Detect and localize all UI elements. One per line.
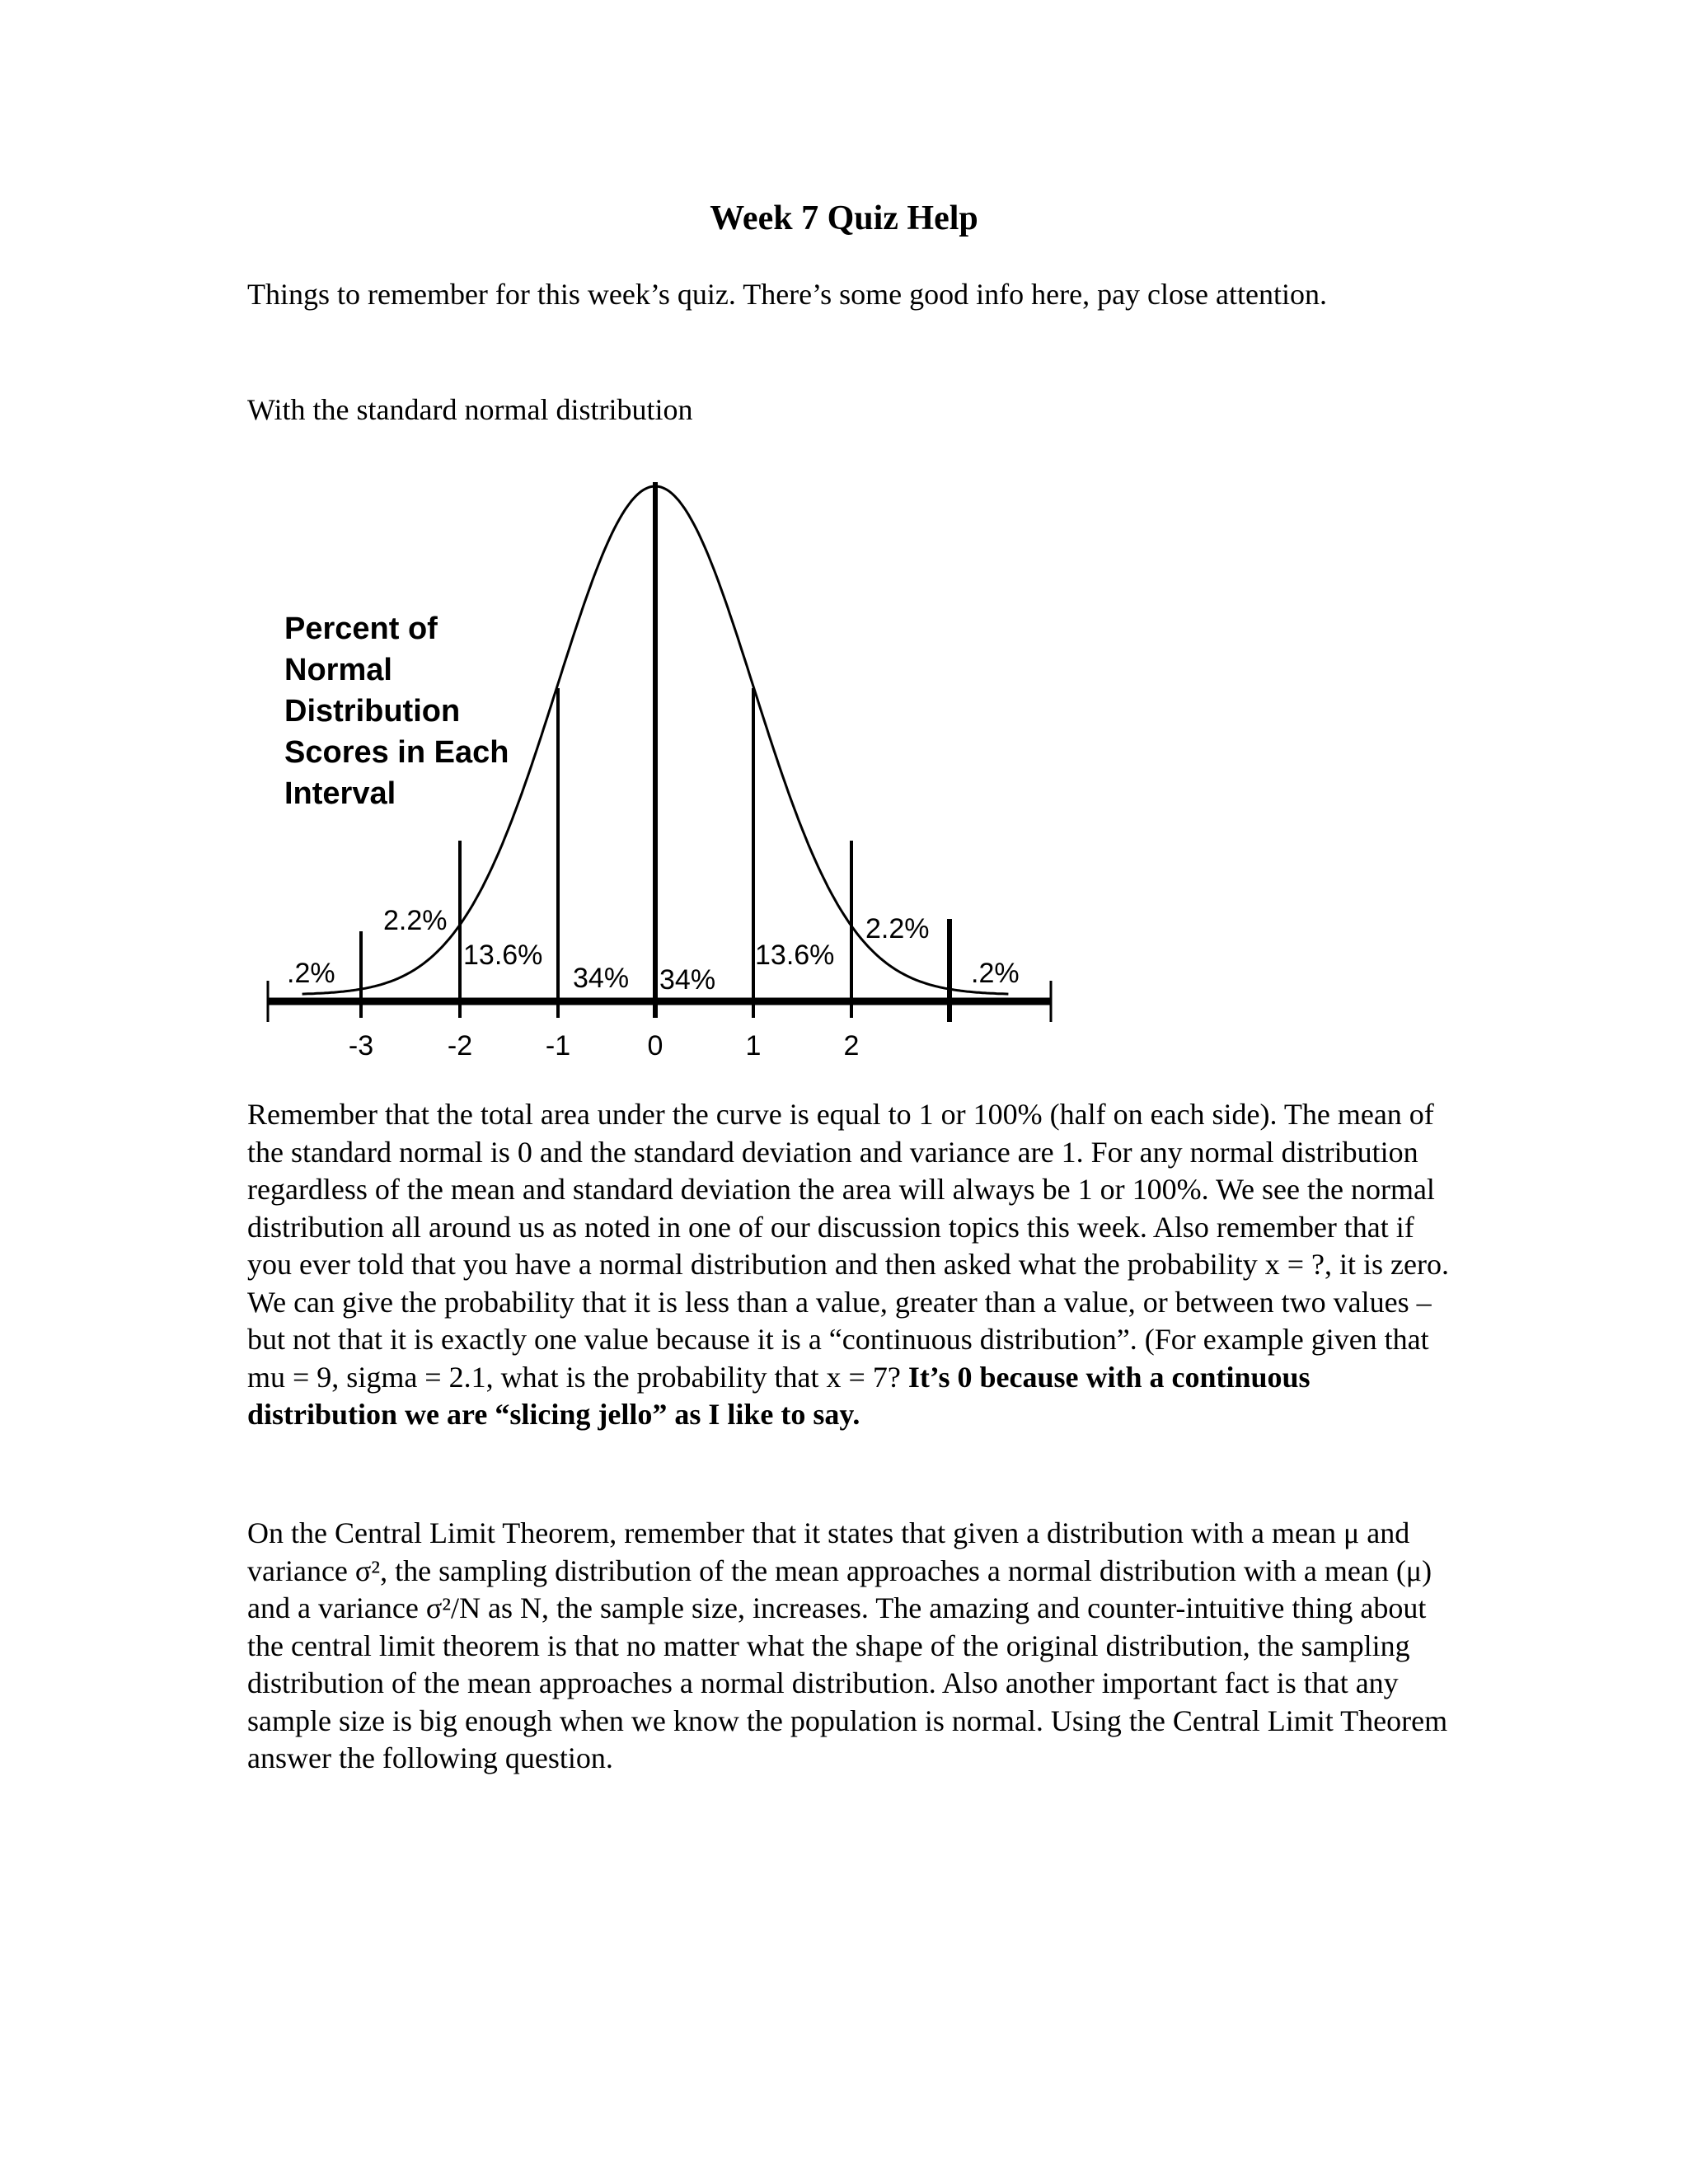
figure-label-line-2: Normal [284, 653, 392, 687]
page-title: Week 7 Quiz Help [710, 199, 978, 237]
section-subheading: With the standard normal distribution [247, 393, 693, 426]
percent-label-left-2-2: 2.2% [383, 905, 448, 936]
figure-label-line-5: Interval [284, 776, 396, 811]
figure-label-line-4: Scores in Each [284, 735, 509, 770]
percent-label-left-34: 34% [573, 963, 630, 994]
percent-label-left-13-6: 13.6% [463, 940, 543, 971]
percent-label-right-34: 34% [659, 964, 716, 996]
figure-label-line-1: Percent of [284, 612, 438, 646]
paragraph-normal-distribution [247, 1096, 1451, 1434]
percent-label-right-13-6: 13.6% [755, 940, 835, 971]
normal-distribution-figure [247, 462, 1071, 1071]
tick-label-1: 1 [745, 1030, 762, 1062]
figure-label-line-3: Distribution [284, 694, 461, 729]
paragraph-bold-text: It’s 0 because with a continuous distribution we are “slicing jello” as I like to say. [247, 1360, 1311, 1431]
tick-label-minus-2: -2 [447, 1030, 473, 1062]
tick-label-minus-3: -3 [348, 1030, 374, 1062]
percent-label-left-tail: .2% [287, 958, 335, 989]
tick-label-minus-1: -1 [545, 1030, 571, 1062]
paragraph-central-limit-theorem: On the Central Limit Theorem, remember that it states that given a distribution with a mean μ and variance σ², the sampling distribution of the mean approaches a normal distribution with a mean (μ) and a variance σ²/N as N, the sample size, increases. The amazing and counter-intuitive thing about the central limit theorem is that no matter what the shape of the original distribution, the sampling distribution of the mean approaches a normal distribution. Also another important fact is that any sample size is big enough when we know the population is normal. Using the Central Limit Theorem answer the following question. [247, 1516, 1448, 1774]
percent-label-right-tail: .2% [971, 958, 1020, 989]
percent-label-right-2-2: 2.2% [865, 913, 930, 944]
tick-label-2: 2 [843, 1030, 860, 1062]
intro-paragraph: Things to remember for this week’s quiz. There’s some good info here, pay close attention. [247, 278, 1327, 311]
tick-label-0: 0 [647, 1030, 663, 1062]
paragraph-normal-text: Remember that the total area under the curve is equal to 1 or 100% (half on each side). The mean of the standard normal is 0 and the standard deviation and variance are 1. For any normal distribution regardless of the mean and standard deviation the area will always be 1 or 100%. We see the normal distribution all around us as noted in one of our discussion topics this week. Also remember that if you ever told that you have a normal distribution and then asked what the probability x = ?, it is zero. We can give the probability that it is less than a value, greater than a value, or between two values – but not that it is exactly one value because it is a “continuous distribution”. (For example given that mu = 9, sigma = 2.1, what is the probability that x = 7? [247, 1098, 1449, 1394]
